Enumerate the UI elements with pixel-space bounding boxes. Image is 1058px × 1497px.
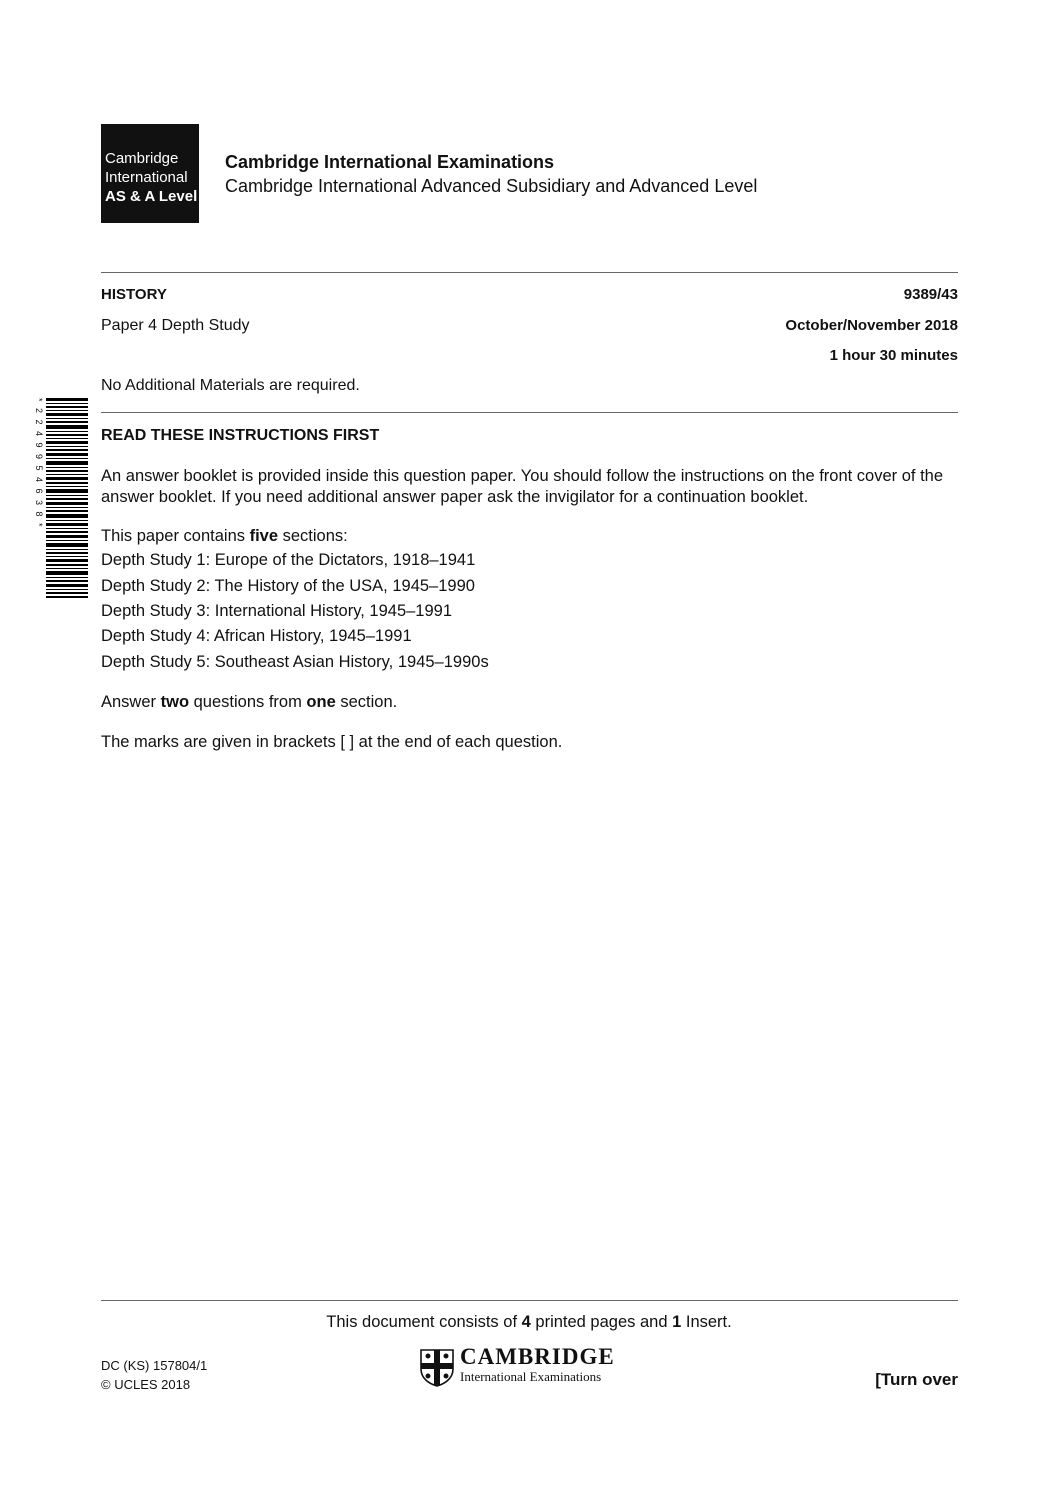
- cambridge-crest-icon: [420, 1349, 454, 1387]
- answer-section-count: one: [306, 693, 336, 711]
- answer-rule: [101, 692, 961, 713]
- sections-count: five: [249, 527, 279, 545]
- turn-over: [Turn over: [875, 1370, 958, 1389]
- logo-line-3: AS & A Level: [105, 188, 198, 205]
- answer-post: section.: [335, 693, 398, 711]
- answer-mid: questions from: [189, 693, 307, 711]
- sections-intro-pre: This paper contains: [101, 527, 250, 545]
- note-mid: printed pages and: [530, 1313, 673, 1331]
- brand-subtitle: International Examinations: [460, 1369, 602, 1384]
- instructions-divider: [101, 412, 958, 413]
- note-pre: This document consists of: [326, 1313, 522, 1331]
- subject-title: HISTORY: [101, 286, 167, 303]
- brand-wordmark: CAMBRIDGE: [460, 1344, 615, 1369]
- depth-study-1: Depth Study 1: Europe of the Dictators, 1918–1941: [101, 551, 476, 569]
- barcode-icon: [46, 398, 88, 598]
- barcode-digits: * 2 2 4 9 9 5 4 6 3 8 *: [34, 398, 44, 529]
- logo-line-1: Cambridge: [105, 150, 179, 167]
- answer-pre: Answer: [101, 693, 161, 711]
- depth-study-4: Depth Study 4: African History, 1945–1991: [101, 627, 412, 645]
- cambridge-logo: [101, 124, 199, 223]
- exam-session: October/November 2018: [785, 317, 958, 334]
- document-reference: [101, 1356, 207, 1394]
- paper-title: Paper 4 Depth Study: [101, 317, 250, 334]
- footer-divider: [101, 1300, 958, 1301]
- note-post: Insert.: [681, 1313, 732, 1331]
- ref-code: DC (KS) 157804/1: [101, 1358, 208, 1373]
- sections-intro: [101, 526, 961, 547]
- answer-count: two: [160, 693, 190, 711]
- page-count: 4: [521, 1313, 531, 1331]
- marks-note: The marks are given in brackets [ ] at the end of each question.: [101, 733, 563, 751]
- materials-note: No Additional Materials are required.: [101, 377, 360, 394]
- page-count-note: [0, 1313, 1058, 1332]
- board-name: Cambridge International Examinations: [225, 152, 555, 172]
- copyright: © UCLES 2018: [101, 1377, 191, 1392]
- exam-duration: 1 hour 30 minutes: [829, 347, 958, 364]
- sections-intro-post: sections:: [278, 527, 348, 545]
- top-divider: [101, 272, 958, 273]
- board-subtitle: Cambridge International Advanced Subsidiary and Advanced Level: [225, 176, 758, 196]
- insert-count: 1: [672, 1313, 682, 1331]
- syllabus-code: 9389/43: [903, 286, 958, 303]
- logo-line-2: International: [105, 169, 188, 186]
- depth-study-3: Depth Study 3: International History, 1945–1991: [101, 602, 453, 620]
- instructions-heading: READ THESE INSTRUCTIONS FIRST: [101, 427, 380, 444]
- depth-study-2: Depth Study 2: The History of the USA, 1945–1990: [101, 577, 475, 595]
- depth-study-5: Depth Study 5: Southeast Asian History, 1945–1990s: [101, 653, 489, 671]
- answer-booklet-paragraph: An answer booklet is provided inside this question paper. You should follow the instructions on the front cover of the answer booklet. If you need additional answer paper ask the invigilator for a continuation booklet.: [101, 467, 944, 506]
